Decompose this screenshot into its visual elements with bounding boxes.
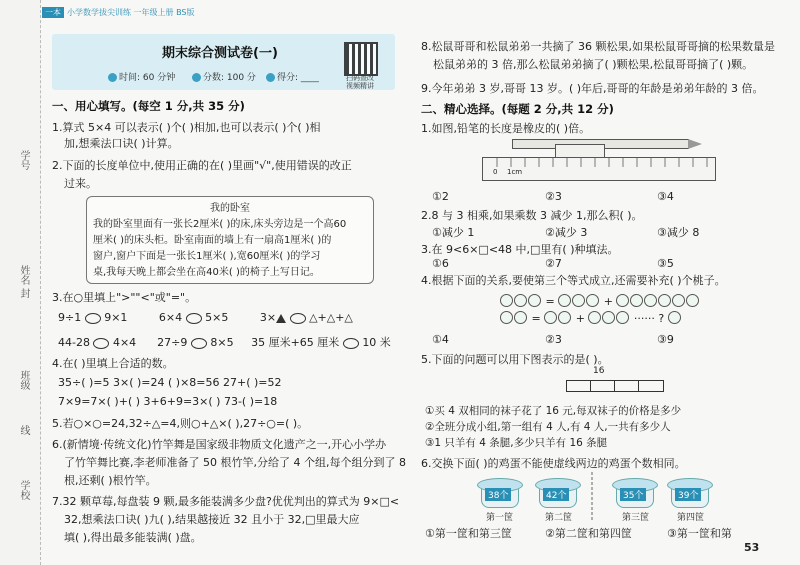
qr-caption: 扫码查改 视频精讲 [346, 74, 374, 90]
q1-line1: 1.算式 5×4 可以表示( )个( )相加,也可以表示( )个( )相 [52, 121, 321, 134]
box-line4: 桌,我每天晚上都会坐在高40米( )的椅子上写日记。 [93, 267, 320, 278]
peach-icon [644, 294, 657, 307]
peach-icon [514, 294, 527, 307]
s5-bar-diagram [566, 380, 664, 392]
compare-oval[interactable] [186, 313, 202, 324]
pencil-icon [266, 73, 275, 82]
s4-option-2[interactable]: ②3 [545, 333, 562, 346]
q1-line2: 加,想乘法口诀( )计算。 [64, 137, 179, 150]
peach-icon [616, 311, 629, 324]
s1-option-2[interactable]: ②3 [545, 190, 562, 203]
s4-option-3[interactable]: ③9 [657, 333, 674, 346]
q7-line3: 填( ),得出最多能装满( )盘。 [64, 531, 202, 544]
q8-line2: 松鼠弟弟的 3 倍,那么松鼠弟弟摘了( )颗松果,松鼠哥哥摘了( )颗。 [433, 58, 754, 71]
s4-prompt: 4.根据下面的关系,要使第三个等式成立,还需要补充( )个桃子。 [421, 274, 726, 287]
peach-icon [658, 294, 671, 307]
box-line2: 厘米( )的床头柜。卧室南面的墙上有一扇高1厘米( )的 [93, 235, 332, 246]
basket-2-name: 第二筐 [545, 513, 573, 523]
q3-row2: 44-28 4×4 27÷9 8×5 35 厘米+65 厘米 10 米 [58, 336, 391, 349]
q2-line1: 2.下面的长度单位中,使用正确的在( )里画"√",使用错误的改正 [52, 159, 352, 172]
book-band [42, 7, 195, 18]
gutter-seal-label: 封 [18, 288, 29, 298]
s5-option-2[interactable]: ②全班分成小组,第一组有 4 人,有 4 人,一共有多少人 [425, 421, 671, 433]
peach-equation-1: = + [500, 290, 700, 309]
bedroom-story-box [86, 196, 374, 284]
peach-icon [588, 311, 601, 324]
peach-icon [514, 311, 527, 324]
basket-3-name: 第三筐 [622, 513, 650, 523]
compare-oval[interactable] [85, 313, 101, 324]
q9-line: 9.今年弟弟 3 岁,哥哥 13 岁。( )年后,哥哥的年龄是弟弟年龄的 3 倍。 [421, 82, 764, 95]
time-info: 时间: 60 分钟 [108, 70, 175, 83]
got-info: 得分: ____ [266, 70, 319, 83]
basket-3: 35个 [612, 478, 656, 508]
compare-oval[interactable] [290, 313, 306, 324]
qr-code-icon [344, 42, 378, 76]
peach-icon [672, 294, 685, 307]
s6-option-1[interactable]: ①第一筐和第三筐 [425, 527, 512, 540]
q7-line1: 7.32 颗草莓,每盘装 9 颗,最多能装满多少盘?优优判出的算式为 9×□< [52, 495, 400, 508]
s3-option-1[interactable]: ①6 [432, 257, 449, 270]
peach-equation-2: = + ······ ? [500, 307, 682, 326]
peach-icon [528, 294, 541, 307]
q4-prompt: 4.在( )里填上合适的数。 [52, 357, 174, 370]
section-choice: 二、精心选择。(每题 2 分,共 12 分) [421, 102, 614, 116]
compare-oval[interactable] [93, 338, 109, 349]
s1-option-3[interactable]: ③4 [657, 190, 674, 203]
s6-option-2[interactable]: ②第二筐和第四筐 [545, 527, 632, 540]
q7-line2: 32,想乘法口诀( )九( ),结果越接近 32 且小于 32,□里最大应 [64, 513, 360, 526]
box-title: 我的卧室 [210, 203, 250, 214]
peach-icon [616, 294, 629, 307]
basket-1-name: 第一筐 [486, 513, 514, 523]
peach-icon [500, 294, 513, 307]
page-title: 期末综合测试卷(一) [162, 46, 278, 61]
gutter-school-label: 学校 [18, 480, 29, 500]
s5-bar-label: 16 [593, 366, 605, 376]
compare-oval[interactable] [343, 338, 359, 349]
s5-option-1[interactable]: ①买 4 双相同的袜子花了 16 元,每双袜子的价格是多少 [425, 405, 682, 417]
page-number: 53 [744, 541, 760, 554]
s6-prompt: 6.交换下面( )的鸡蛋不能使虚线两边的鸡蛋个数相同。 [421, 457, 686, 470]
gutter-line-label: 线 [18, 425, 29, 435]
q3-prompt: 3.在○里填上">""<"或"="。 [52, 291, 197, 304]
s5-prompt: 5.下面的问题可以用下图表示的是( )。 [421, 353, 609, 366]
ruler-unit: 1cm [507, 168, 523, 176]
compare-oval[interactable] [191, 338, 207, 349]
box-line3: 窗户,窗户下面是一张长1厘米( ),宽60厘米( )的学习 [93, 251, 321, 262]
s5-option-3[interactable]: ③1 只羊有 4 条腿,多少只羊有 16 条腿 [425, 437, 608, 449]
book-tag: 一本 [42, 7, 64, 18]
ruler-figure [482, 157, 716, 181]
section-fill: 一、用心填写。(每空 1 分,共 35 分) [52, 99, 245, 113]
s2-prompt: 2.8 与 3 相乘,如果乘数 3 减少 1,那么积( )。 [421, 209, 643, 222]
peach-icon [668, 311, 681, 324]
basket-4: 39个 [667, 478, 711, 508]
score-icon [192, 73, 201, 82]
s3-option-3[interactable]: ③5 [657, 257, 674, 270]
peach-icon [558, 311, 571, 324]
s4-option-1[interactable]: ①4 [432, 333, 449, 346]
basket-4-name: 第四筐 [677, 513, 705, 523]
peach-icon [686, 294, 699, 307]
basket-1: 38个 [477, 478, 521, 508]
q6-line2: 了竹竿舞比赛,李老师准备了 50 根竹竿,分给了 4 个组,每个组分到了 8 [64, 456, 406, 469]
q5-line: 5.若○×○=24,32÷△=4,则○+△×( ),27÷○=( )。 [52, 417, 309, 430]
gutter-class-label: 班级 [18, 370, 29, 390]
peach-icon [586, 294, 599, 307]
s2-option-3[interactable]: ③减少 8 [657, 226, 700, 239]
s6-option-3[interactable]: ③第一筐和第 [667, 527, 732, 540]
s1-prompt: 1.如图,铅笔的长度是橡皮的( )倍。 [421, 122, 591, 135]
gutter-name-label: 姓名 [18, 265, 29, 285]
dashed-divider [590, 472, 594, 522]
box-line1: 我的卧室里面有一张长2厘米( )的床,床头旁边是一个高60 [93, 219, 347, 230]
score-info: 分数: 100 分 [192, 70, 256, 83]
ruler-zero: 0 [493, 168, 498, 176]
s3-prompt: 3.在 9<6×□<48 中,□里有( )种填法。 [421, 243, 619, 256]
peach-icon [572, 294, 585, 307]
basket-2: 42个 [535, 478, 579, 508]
peach-icon [544, 311, 557, 324]
peach-icon [500, 311, 513, 324]
peach-icon [630, 294, 643, 307]
q6-line3: 根,还剩( )根竹竿。 [64, 474, 157, 487]
q8-line1: 8.松鼠哥哥和松鼠弟弟一共摘了 36 颗松果,如果松鼠哥哥摘的松果数量是 [421, 40, 775, 53]
q4-row2: 7×9=7×( )+( ) 3+6+9=3×( ) 73-( )=18 [58, 395, 278, 408]
s2-option-2[interactable]: ②减少 3 [545, 226, 588, 239]
q3-row1: 9÷1 9×1 6×4 5×5 3× △+△+△ [58, 311, 353, 324]
s3-option-2[interactable]: ②7 [545, 257, 562, 270]
triangle-icon [276, 314, 286, 323]
q2-line2: 过来。 [64, 177, 97, 190]
s1-option-1[interactable]: ①2 [432, 190, 449, 203]
q4-row1: 35÷( )=5 3×( )=24 ( )×8=56 27+( )=52 [58, 376, 282, 389]
peach-icon [602, 311, 615, 324]
clock-icon [108, 73, 117, 82]
gutter-id-label: 学号 [18, 150, 29, 170]
peach-icon [558, 294, 571, 307]
s2-option-1[interactable]: ①减少 1 [432, 226, 475, 239]
binding-gutter [0, 0, 41, 565]
q6-line1: 6.(新情境·传统文化)竹竿舞是国家级非物质文化遗产之一,开心小学办 [52, 438, 387, 451]
book-title: 小学数学拔尖训练 一年级上册 BS版 [67, 8, 195, 17]
